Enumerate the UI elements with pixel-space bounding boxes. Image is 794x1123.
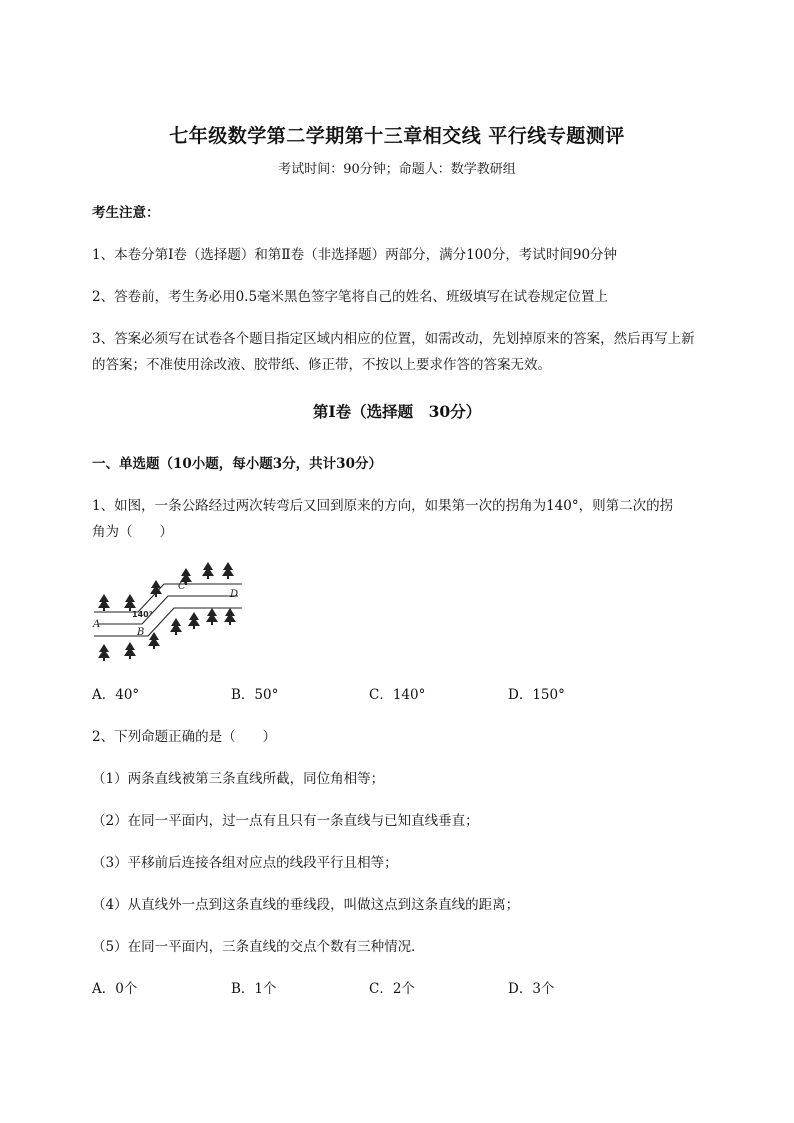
- q2-option-d[interactable]: D．3个: [508, 981, 555, 997]
- road-figure: [90, 556, 250, 662]
- question-2-stem: 2、下列命题正确的是（ ）: [92, 729, 277, 745]
- exam-info: 考试时间：90分钟；命题人：数学教研组: [278, 162, 516, 177]
- notice-item-2: 2、答卷前，考生务必用0.5毫米黑色签字笔将自己的姓名、班级填写在试卷规定位置上: [92, 289, 609, 305]
- q2-statement-5: （5）在同一平面内，三条直线的交点个数有三种情况．: [92, 939, 425, 955]
- q2-option-b[interactable]: B．1个: [231, 981, 277, 997]
- q2-option-c[interactable]: C．2个: [369, 981, 415, 997]
- q2-statement-4: （4）从直线外一点到这条直线的垂线段，叫做这点到这条直线的距离；: [92, 897, 520, 913]
- q2-option-a[interactable]: A．0个: [92, 981, 138, 997]
- notice-item-1: 1、本卷分第I卷（选择题）和第Ⅱ卷（非选择题）两部分，满分100分，考试时间90分钟: [92, 247, 618, 263]
- q1-option-a[interactable]: A．40°: [92, 687, 140, 703]
- q2-statement-2: （2）在同一平面内，过一点有且只有一条直线与已知直线垂直；: [92, 813, 479, 829]
- label-b: B: [137, 627, 145, 638]
- notice-item-3: 3、答案必须写在试卷各个题目指定区域内相应的位置，如需改动，先划掉原来的答案，然后再写上新: [92, 331, 695, 347]
- angle-label: 140°: [132, 610, 153, 619]
- q1-option-d[interactable]: D．150°: [508, 687, 565, 703]
- notice-item-3-cont: 的答案；不准使用涂改液、胶带纸、修正带，不按以上要求作答的答案无效。: [92, 357, 551, 373]
- part-title: 一、单选题（10小题，每小题3分，共计30分）: [92, 456, 382, 472]
- q2-statement-1: （1）两条直线被第三条直线所截，同位角相等；: [92, 771, 385, 787]
- question-1-stem: 1、如图，一条公路经过两次转弯后又回到原来的方向，如果第一次的拐角为140°，则第二次的拐: [92, 498, 674, 514]
- q1-option-b[interactable]: B．50°: [231, 687, 279, 703]
- label-a: A: [93, 619, 101, 630]
- notice-heading: 考生注意：: [92, 205, 160, 221]
- label-c: C: [178, 581, 186, 592]
- section-title: 第I卷（选择题 30分）: [312, 402, 482, 421]
- page-title: 七年级数学第二学期第十三章相交线 平行线专题测评: [169, 125, 625, 147]
- q1-option-c[interactable]: C．140°: [369, 687, 426, 703]
- label-d: D: [230, 589, 239, 600]
- q2-statement-3: （3）平移前后连接各组对应点的线段平行且相等；: [92, 855, 398, 871]
- question-1-stem-cont: 角为（ ）: [92, 524, 173, 540]
